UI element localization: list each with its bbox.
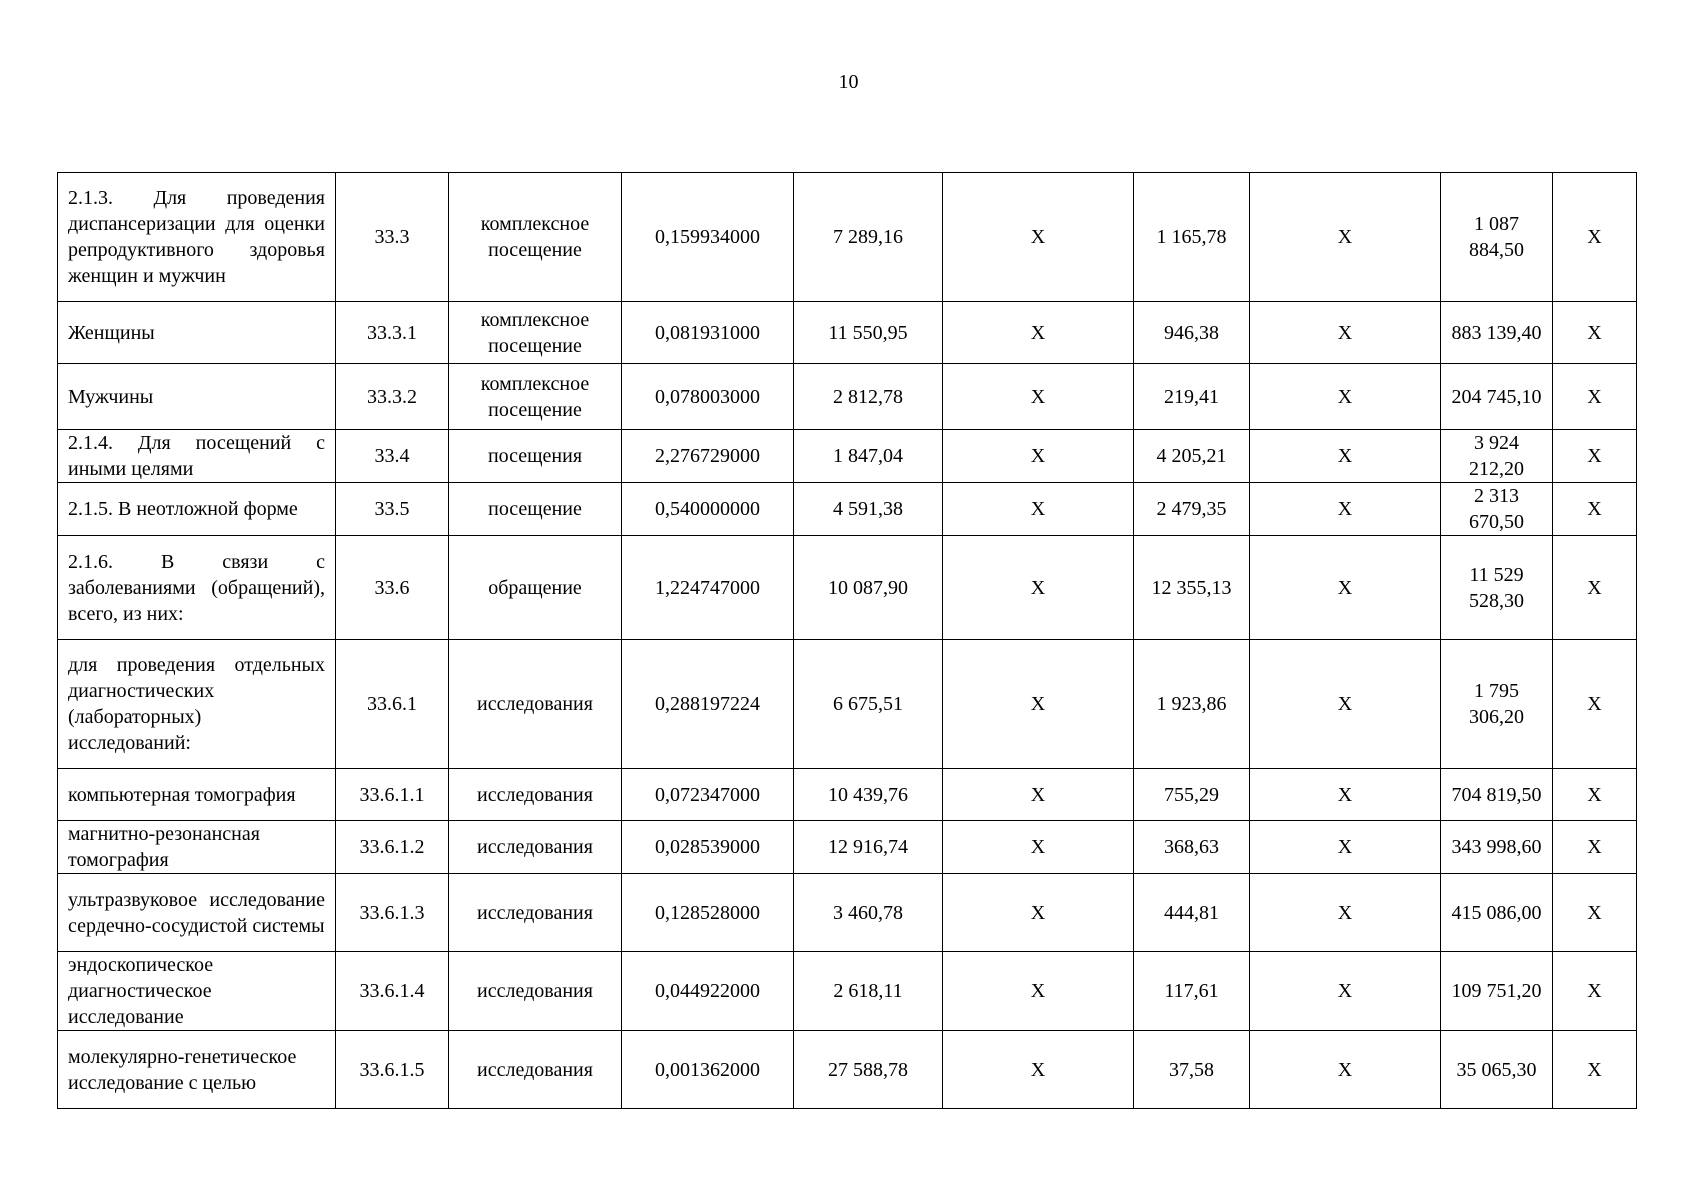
code-cell: 33.6.1.2 bbox=[336, 821, 449, 874]
x-cell: X bbox=[943, 821, 1134, 874]
code-cell: 33.3 bbox=[336, 173, 449, 302]
norm-cell: 0,159934000 bbox=[622, 173, 794, 302]
x-cell: X bbox=[943, 769, 1134, 821]
unit-cell: исследования bbox=[449, 874, 622, 952]
service-name-cell: 2.1.4. Для посещений с иными целями bbox=[58, 430, 336, 483]
table-row bbox=[58, 640, 1637, 769]
total-cell: 35 065,30 bbox=[1441, 1031, 1553, 1109]
cost-cell: 7 289,16 bbox=[794, 173, 943, 302]
x-cell: X bbox=[1250, 640, 1441, 769]
x-cell: X bbox=[1250, 536, 1441, 640]
x-cell: X bbox=[943, 536, 1134, 640]
code-cell: 33.4 bbox=[336, 430, 449, 483]
total-cell: 11 529 528,30 bbox=[1441, 536, 1553, 640]
norm-cell: 1,224747000 bbox=[622, 536, 794, 640]
medical-services-table bbox=[57, 172, 1637, 1109]
per-capita-cell: 12 355,13 bbox=[1134, 536, 1250, 640]
code-cell: 33.6 bbox=[336, 536, 449, 640]
service-name-cell: магнитно-резонансная томография bbox=[58, 821, 336, 874]
x-cell: X bbox=[1553, 769, 1637, 821]
code-cell: 33.3.1 bbox=[336, 302, 449, 364]
x-cell: X bbox=[1250, 821, 1441, 874]
x-cell: X bbox=[943, 173, 1134, 302]
norm-cell: 0,081931000 bbox=[622, 302, 794, 364]
x-cell: X bbox=[1250, 302, 1441, 364]
unit-cell: исследования bbox=[449, 952, 622, 1031]
x-cell: X bbox=[943, 874, 1134, 952]
cost-cell: 3 460,78 bbox=[794, 874, 943, 952]
service-name-cell: молекулярно-генетическое исследование с целью bbox=[58, 1031, 336, 1109]
total-cell: 704 819,50 bbox=[1441, 769, 1553, 821]
unit-cell: обращение bbox=[449, 536, 622, 640]
x-cell: X bbox=[943, 483, 1134, 536]
norm-cell: 0,288197224 bbox=[622, 640, 794, 769]
x-cell: X bbox=[943, 430, 1134, 483]
x-cell: X bbox=[1553, 302, 1637, 364]
per-capita-cell: 368,63 bbox=[1134, 821, 1250, 874]
per-capita-cell: 1 165,78 bbox=[1134, 173, 1250, 302]
table-row bbox=[58, 430, 1637, 483]
x-cell: X bbox=[1250, 769, 1441, 821]
table-row bbox=[58, 302, 1637, 364]
x-cell: X bbox=[1553, 640, 1637, 769]
cost-cell: 11 550,95 bbox=[794, 302, 943, 364]
service-name-cell: 2.1.3. Для проведения диспансеризации для оценки репродуктивного здоровья женщин и мужчин bbox=[58, 173, 336, 302]
total-cell: 204 745,10 bbox=[1441, 364, 1553, 430]
x-cell: X bbox=[1553, 952, 1637, 1031]
service-name-cell: компьютерная томография bbox=[58, 769, 336, 821]
code-cell: 33.6.1.3 bbox=[336, 874, 449, 952]
cost-cell: 6 675,51 bbox=[794, 640, 943, 769]
total-cell: 1 087 884,50 bbox=[1441, 173, 1553, 302]
unit-cell: комплексное посещение bbox=[449, 173, 622, 302]
x-cell: X bbox=[1250, 173, 1441, 302]
code-cell: 33.5 bbox=[336, 483, 449, 536]
page-number: 10 bbox=[838, 71, 859, 93]
table-row bbox=[58, 1031, 1637, 1109]
code-cell: 33.6.1.1 bbox=[336, 769, 449, 821]
cost-cell: 12 916,74 bbox=[794, 821, 943, 874]
x-cell: X bbox=[943, 1031, 1134, 1109]
x-cell: X bbox=[1553, 173, 1637, 302]
cost-cell: 4 591,38 bbox=[794, 483, 943, 536]
code-cell: 33.6.1 bbox=[336, 640, 449, 769]
per-capita-cell: 1 923,86 bbox=[1134, 640, 1250, 769]
unit-cell: посещения bbox=[449, 430, 622, 483]
per-capita-cell: 2 479,35 bbox=[1134, 483, 1250, 536]
table-body bbox=[58, 173, 1637, 1109]
unit-cell: посещение bbox=[449, 483, 622, 536]
table-row bbox=[58, 821, 1637, 874]
x-cell: X bbox=[943, 364, 1134, 430]
x-cell: X bbox=[943, 640, 1134, 769]
norm-cell: 0,001362000 bbox=[622, 1031, 794, 1109]
unit-cell: исследования bbox=[449, 821, 622, 874]
x-cell: X bbox=[1553, 1031, 1637, 1109]
norm-cell: 0,078003000 bbox=[622, 364, 794, 430]
unit-cell: исследования bbox=[449, 640, 622, 769]
table-row bbox=[58, 364, 1637, 430]
per-capita-cell: 219,41 bbox=[1134, 364, 1250, 430]
norm-cell: 0,044922000 bbox=[622, 952, 794, 1031]
table-row bbox=[58, 536, 1637, 640]
norm-cell: 0,540000000 bbox=[622, 483, 794, 536]
total-cell: 343 998,60 bbox=[1441, 821, 1553, 874]
service-name-cell: Женщины bbox=[58, 302, 336, 364]
total-cell: 883 139,40 bbox=[1441, 302, 1553, 364]
norm-cell: 0,028539000 bbox=[622, 821, 794, 874]
service-name-cell: Мужчины bbox=[58, 364, 336, 430]
per-capita-cell: 946,38 bbox=[1134, 302, 1250, 364]
x-cell: X bbox=[943, 952, 1134, 1031]
x-cell: X bbox=[1250, 364, 1441, 430]
cost-cell: 27 588,78 bbox=[794, 1031, 943, 1109]
x-cell: X bbox=[1250, 952, 1441, 1031]
service-name-cell: для проведения отдельных диагностических (лабораторных) исследований: bbox=[58, 640, 336, 769]
table-row bbox=[58, 483, 1637, 536]
code-cell: 33.6.1.4 bbox=[336, 952, 449, 1031]
cost-cell: 1 847,04 bbox=[794, 430, 943, 483]
x-cell: X bbox=[1553, 430, 1637, 483]
total-cell: 1 795 306,20 bbox=[1441, 640, 1553, 769]
table-row bbox=[58, 173, 1637, 302]
x-cell: X bbox=[1250, 1031, 1441, 1109]
norm-cell: 0,128528000 bbox=[622, 874, 794, 952]
unit-cell: комплексное посещение bbox=[449, 364, 622, 430]
per-capita-cell: 4 205,21 bbox=[1134, 430, 1250, 483]
x-cell: X bbox=[1553, 874, 1637, 952]
x-cell: X bbox=[1553, 536, 1637, 640]
cost-cell: 2 812,78 bbox=[794, 364, 943, 430]
x-cell: X bbox=[1250, 430, 1441, 483]
norm-cell: 0,072347000 bbox=[622, 769, 794, 821]
per-capita-cell: 444,81 bbox=[1134, 874, 1250, 952]
unit-cell: исследования bbox=[449, 769, 622, 821]
cost-cell: 2 618,11 bbox=[794, 952, 943, 1031]
total-cell: 415 086,00 bbox=[1441, 874, 1553, 952]
cost-cell: 10 087,90 bbox=[794, 536, 943, 640]
service-name-cell: эндоскопическое диагностическое исследование bbox=[58, 952, 336, 1031]
table-row bbox=[58, 769, 1637, 821]
cost-cell: 10 439,76 bbox=[794, 769, 943, 821]
x-cell: X bbox=[1250, 874, 1441, 952]
unit-cell: комплексное посещение bbox=[449, 302, 622, 364]
service-name-cell: ультразвуковое исследование сердечно-сосудистой системы bbox=[58, 874, 336, 952]
x-cell: X bbox=[1553, 364, 1637, 430]
unit-cell: исследования bbox=[449, 1031, 622, 1109]
norm-cell: 2,276729000 bbox=[622, 430, 794, 483]
code-cell: 33.6.1.5 bbox=[336, 1031, 449, 1109]
per-capita-cell: 117,61 bbox=[1134, 952, 1250, 1031]
code-cell: 33.3.2 bbox=[336, 364, 449, 430]
service-name-cell: 2.1.5. В неотложной форме bbox=[58, 483, 336, 536]
x-cell: X bbox=[1553, 821, 1637, 874]
x-cell: X bbox=[943, 302, 1134, 364]
per-capita-cell: 37,58 bbox=[1134, 1031, 1250, 1109]
table-row bbox=[58, 874, 1637, 952]
table-row bbox=[58, 952, 1637, 1031]
total-cell: 2 313 670,50 bbox=[1441, 483, 1553, 536]
x-cell: X bbox=[1553, 483, 1637, 536]
total-cell: 109 751,20 bbox=[1441, 952, 1553, 1031]
x-cell: X bbox=[1250, 483, 1441, 536]
per-capita-cell: 755,29 bbox=[1134, 769, 1250, 821]
service-name-cell: 2.1.6. В связи с заболеваниями (обращений), всего, из них: bbox=[58, 536, 336, 640]
total-cell: 3 924 212,20 bbox=[1441, 430, 1553, 483]
